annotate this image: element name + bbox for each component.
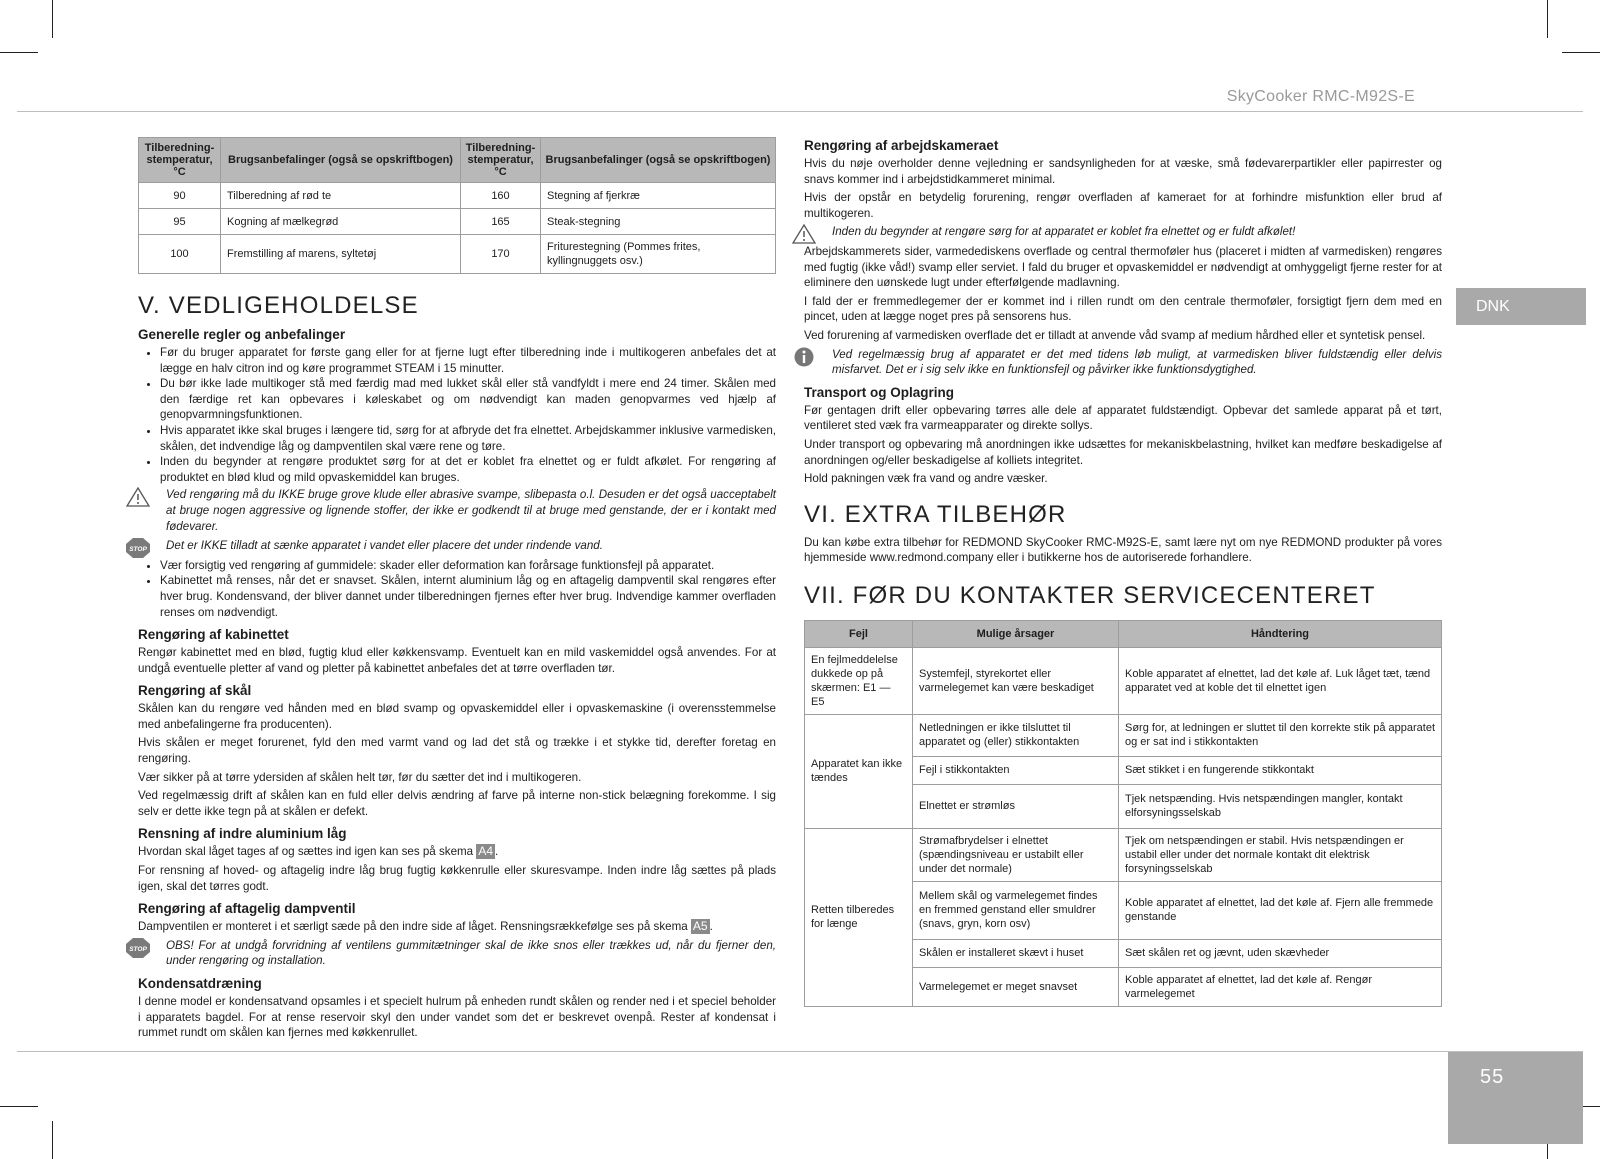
table-cell: 165	[461, 209, 541, 235]
table-row	[805, 714, 1442, 756]
crop-mark	[1547, 0, 1548, 38]
table-row	[139, 209, 776, 235]
cause-cell: Skålen er installeret skævt i huset	[913, 939, 1119, 967]
stop-label: STOP	[129, 546, 147, 554]
section-title: VI. EXTRA TILBEHØR	[804, 500, 1067, 528]
subsection-title: Rengøring af aftagelig dampventil	[138, 901, 356, 917]
table-cell: 90	[139, 183, 221, 209]
paragraph: Hold pakningen væk fra vand og andre væsker.	[804, 472, 1048, 486]
remedy-cell: Koble apparatet af elnettet, lad det køle af. Fjern alle fremmede genstande	[1119, 881, 1442, 939]
table-cell: 170	[461, 235, 541, 274]
paragraph: Rengør kabinettet med en blød, fugtig klud eller køkkensvamp. Eventuelt kan en mild vaskemiddel også anvendes. For at undgå eventuelle pletter af vand og pletter på kabinettet anbefales det at tørre overfladen tør.	[138, 646, 776, 675]
table-cell: Tilberedning af rød te	[221, 183, 461, 209]
paragraph	[138, 919, 776, 935]
warning-triangle-icon	[792, 224, 816, 244]
table-header: Brugsanbefalinger (også se opskriftbogen)	[541, 138, 776, 183]
stop-text: Det er IKKE tilladt at sænke apparatet i vandet eller placere det under rindende vand.	[166, 539, 603, 553]
list-item: • Du bør ikke lade multikoger stå med færdig mad med lukket skål eller stå vandfyldt i mere end 24 timer. Skålen med den færdige ret kan opbevares i køleskabet og om nødvendigt kan maden genopvarmes ved hjælp af genopvarmningsfunktionen.	[160, 376, 776, 423]
list-item: • Inden du begynder at rengøre produktet sørg for at det er koblet fra elnettet og er fuldt afkølet. For rengøring af produktet en blød klud og mild opvaskemiddel kan bruges.	[160, 454, 776, 485]
table-row	[139, 235, 776, 274]
page-number: 55	[1448, 1052, 1583, 1144]
figure-reference: A5	[692, 919, 708, 934]
table-row	[139, 183, 776, 209]
bullet-list	[138, 558, 776, 620]
paragraph-text: Hvordan skal låget tages af og sættes ind igen kan ses på skema	[138, 845, 477, 859]
language-tab: DNK	[1456, 288, 1586, 325]
remedy-cell: Sørg for, at ledningen er sluttet til den korrekte stik på apparatet og er sat ind i stikkontakten	[1119, 714, 1442, 756]
paragraph: I fald der er fremmedlegemer der er kommet ind i rillen rundt om den centrale thermoføler, forsigtigt fjern dem med en pincet, uden at lægge noget pres på sensorens hus.	[804, 294, 1442, 324]
footer-rule	[17, 1051, 1583, 1052]
list-item: • Vær forsigtig ved rengøring af gummidele: skader eller deformation kan forårsage funktionsfejl på apparatet.	[160, 558, 776, 574]
crop-mark	[0, 52, 38, 53]
paragraph: Hvis skålen er meget forurenet, fyld den med varmt vand og lad det stå og trække i et stykke tid, derefter foretag en rengøring.	[138, 736, 776, 766]
table-cell: 100	[139, 235, 221, 274]
table-row	[805, 647, 1442, 714]
paragraph: Ved regelmæssig drift af skålen kan en fuld eller delvis ændring af farve på interne non-stick belægning forekomme. I sig selv er dette ikke tegn på at skålen er defekt.	[138, 789, 776, 818]
figure-reference: A4	[478, 844, 494, 859]
table-cell: Friturestegning (Pommes frites, kyllingnuggets osv.)	[541, 235, 776, 274]
stop-note	[129, 938, 776, 969]
stop-text: OBS! For at undgå forvridning af ventilens gummitætninger skal de ikke snos eller trækkes ud, når du fjerner den, under rengøring og installation.	[166, 938, 776, 968]
fault-cell: En fejlmeddelelse dukkede op på skærmen: E1 — E5	[805, 647, 913, 714]
table-row	[805, 828, 1442, 881]
info-icon	[792, 347, 816, 367]
list-item: • Hvis apparatet ikke skal bruges i længere tid, sørg for at afbryde det fra elnettet. Arbejdskammer inklusive varmedisken, skålen, det indvendige låg og dampventilen skal være rene og tøre.	[160, 423, 776, 454]
subsection-title: Rengøring af kabinettet	[138, 627, 289, 643]
paragraph: Vær sikker på at tørre ydersiden af skålen helt tør, før du sætter det ind i multikogeren.	[138, 770, 582, 784]
table-cell: Kogning af mælkegrød	[221, 209, 461, 235]
info-note	[804, 347, 1442, 378]
left-column	[129, 137, 776, 1044]
paragraph: Arbejdskammerets sider, varmedediskens overflade og central thermoføler hus (placeret i midten af varmedisken) rengøres med fugtig (ikke våd!) svamp eller serviet. I fald du bruger et opvaskemiddel er nødvendigt at omhyggeligt fjerne rester for at eliminere den uønskede lugt under efterfølgende madlavning.	[804, 244, 1442, 290]
right-column	[804, 137, 1442, 1007]
paragraph	[138, 844, 776, 860]
table-header: Tilberedning- stemperatur, °C	[139, 138, 221, 183]
paragraph: Skålen kan du rengøre ved hånden med en blød svamp og opvaskemiddel eller i opvaskemaskine (i overensstemmelse med anbefalingerne fra producenten).	[138, 702, 776, 731]
subsection-title: Rengøring af skål	[138, 683, 252, 699]
crop-mark	[1562, 52, 1600, 53]
section-title: V. VEDLIGEHOLDELSE	[138, 292, 419, 319]
paragraph-text: .	[495, 845, 499, 859]
table-header: Tilberedning- stemperatur, °C	[461, 138, 541, 183]
remedy-cell: Koble apparatet af elnettet, lad det køle af. Rengør varmelegemet	[1119, 967, 1442, 1006]
table-header: Fejl	[805, 620, 913, 647]
warning-text: Ved rengøring må du IKKE bruge grove klude eller abrasive svampe, slibepasta o.l. Desuden er det også uacceptabelt at bruge nogen aggressive og lignende stoffer, der ikke er godkendt til at bruge med genstande, der er i kontakt med fødevarer.	[166, 488, 776, 533]
section-title: VII. FØR DU KONTAKTER SERVICECENTERET	[804, 581, 1376, 609]
remedy-cell: Tjek om netspændingen er stabil. Hvis netspændingen er ustabil eller under det normale kontakt dit elektrisk forsyningsselskab	[1119, 828, 1442, 881]
paragraph: I denne model er kondensatvand opsamles i et specielt hulrum på enheden rundt skålen og render ned i et speciel beholder i apparatets bagdel. For at rense reservoir skyl den under vandet som det er beskrevet ovenpå. Rester af kondensat i rummet rundt om skålen kan fjernes med køkkenrullet.	[138, 995, 776, 1040]
subsection-title: Generelle regler og anbefalinger	[138, 327, 346, 342]
stop-sign-icon	[126, 538, 150, 558]
stop-note	[129, 538, 776, 554]
cause-cell: Systemfejl, styrekortet eller varmelegemet kan være beskadiget	[913, 647, 1119, 714]
remedy-cell: Sæt skålen ret og jævnt, uden skævheder	[1119, 939, 1442, 967]
table-cell: Stegning af fjerkræ	[541, 183, 776, 209]
warning-note	[804, 224, 1442, 240]
header-rule	[17, 111, 1583, 112]
crop-mark	[0, 1106, 38, 1107]
paragraph: For rensning af hoved- og aftagelig indre låg brug fugtig køkkenrulle eller skuresvampe. Inden indre låg sættes på plads igen, skal det tørres godt.	[138, 864, 776, 893]
table-cell: Steak-stegning	[541, 209, 776, 235]
fault-cell: Retten tilberedes for længe	[805, 828, 913, 1006]
info-text: Ved regelmæssig brug af apparatet er det med tidens løb muligt, at varmedisken bliver fuldstændig eller delvis misfarvet. Det er i sig selv ikke en funktionsfejl og påvirker ikke funktionsdygtighed.	[832, 347, 1442, 377]
subsection-title: Rensning af indre aluminium låg	[138, 826, 347, 842]
cause-cell: Varmelegemet er meget snavset	[913, 967, 1119, 1006]
paragraph: Du kan købe extra tilbehør for REDMOND SkyCooker RMC-M92S-E, samt lære nyt om nye REDMOND produkter på vores hjemmeside www.redmond.company eller i butikkerne hos de autoriserede forhandlere.	[804, 535, 1442, 565]
cause-cell: Elnettet er strømløs	[913, 784, 1119, 828]
paragraph-text: .	[709, 920, 713, 934]
troubleshooting-table	[804, 620, 1442, 1007]
warning-text: Inden du begynder at rengøre sørg for at apparatet er koblet fra elnettet og er fuldt afkølet!	[832, 225, 1296, 239]
crop-mark	[52, 1121, 53, 1159]
list-item: • Før du bruger apparatet for første gang eller for at fjerne lugt efter tilberedning inde i multikogeren anbefales det at lægge en halv citron ind og køre programmet STEAM i 15 minutter.	[160, 345, 776, 376]
crop-mark	[52, 0, 53, 38]
subsection-title: Rengøring af arbejdskameraet	[804, 138, 999, 153]
table-cell: Fremstilling af marens, syltetøj	[221, 235, 461, 274]
bullet-list	[138, 345, 776, 485]
cause-cell: Mellem skål og varmelegemet findes en fremmed genstand eller smuldrer (snavs, gryn, korn osv)	[913, 881, 1119, 939]
model-header: SkyCooker RMC-M92S-E	[1226, 88, 1415, 105]
table-cell: 95	[139, 209, 221, 235]
list-item: • Kabinettet må renses, når det er snavset. Skålen, internt aluminium låg og en aftagelig dampventil skal rengøres efter hver brug. Kondensvand, der bliver dannet under tilberedningen fjernes efter hver brug. Indvendige kammer overfladen renses om nødvendigt.	[160, 573, 776, 620]
paragraph: Før gentagen drift eller opbevaring tørres alle dele af apparatet fuldstændigt. Opbevar det samlede apparat på et tørt, ventileret sted væk fra varmeapparater og direkte sollys.	[804, 403, 1442, 433]
paragraph: Under transport og opbevaring må anordningen ikke udsættes for mekaniskbelastning, hvilket kan medføre beskadigelse af anordningen og/eller beskadigelse af kolliets integritet.	[804, 437, 1442, 467]
cause-cell: Fejl i stikkontakten	[913, 756, 1119, 784]
stop-label: STOP	[129, 945, 147, 953]
cause-cell: Strømafbrydelser i elnettet (spændingsniveau er ustabilt eller under det normale)	[913, 828, 1119, 881]
table-header: Håndtering	[1119, 620, 1442, 647]
remedy-cell: Sæt stikket i en fungerende stikkontakt	[1119, 756, 1442, 784]
warning-triangle-icon	[126, 487, 150, 507]
cause-cell: Netledningen er ikke tilsluttet til apparatet og (eller) stikkontakten	[913, 714, 1119, 756]
fault-cell: Apparatet kan ikke tændes	[805, 714, 913, 828]
warning-note	[138, 487, 776, 534]
table-cell: 160	[461, 183, 541, 209]
subsection-title: Kondensatdræning	[138, 976, 262, 991]
stop-sign-icon	[126, 938, 150, 958]
subsection-title: Transport og Oplagring	[804, 384, 955, 400]
remedy-cell: Koble apparatet af elnettet, lad det køle af. Luk låget tæt, tænd apparatet ved at koble det til elnettet igen	[1119, 647, 1442, 714]
paragraph-text: Dampventilen er monteret i et særligt sæde på den indre side af låget. Rensningsrækkefølge ses på skema	[138, 920, 691, 934]
paragraph: Hvis der opstår en betydelig forurening, rengør overfladen af kameraet for at forhindre misfunktion eller brud af multikogeren.	[804, 191, 1442, 220]
table-header: Brugsanbefalinger (også se opskriftbogen)	[221, 138, 461, 183]
remedy-cell: Tjek netspænding. Hvis netspændingen mangler, kontakt elforsyningsselskab	[1119, 784, 1442, 828]
paragraph: Ved forurening af varmedisken overflade det er tilladt at anvende våd svamp af medium hårdhed eller et syntetisk pensel.	[804, 328, 1426, 342]
paragraph: Hvis du nøje overholder denne vejledning er sandsynligheden for at væske, små fødevarerpartikler eller papirrester og snavs kommer ind i arbejdstidkammeret minimal.	[804, 157, 1442, 186]
temperature-table	[138, 137, 776, 274]
table-header: Mulige årsager	[913, 620, 1119, 647]
